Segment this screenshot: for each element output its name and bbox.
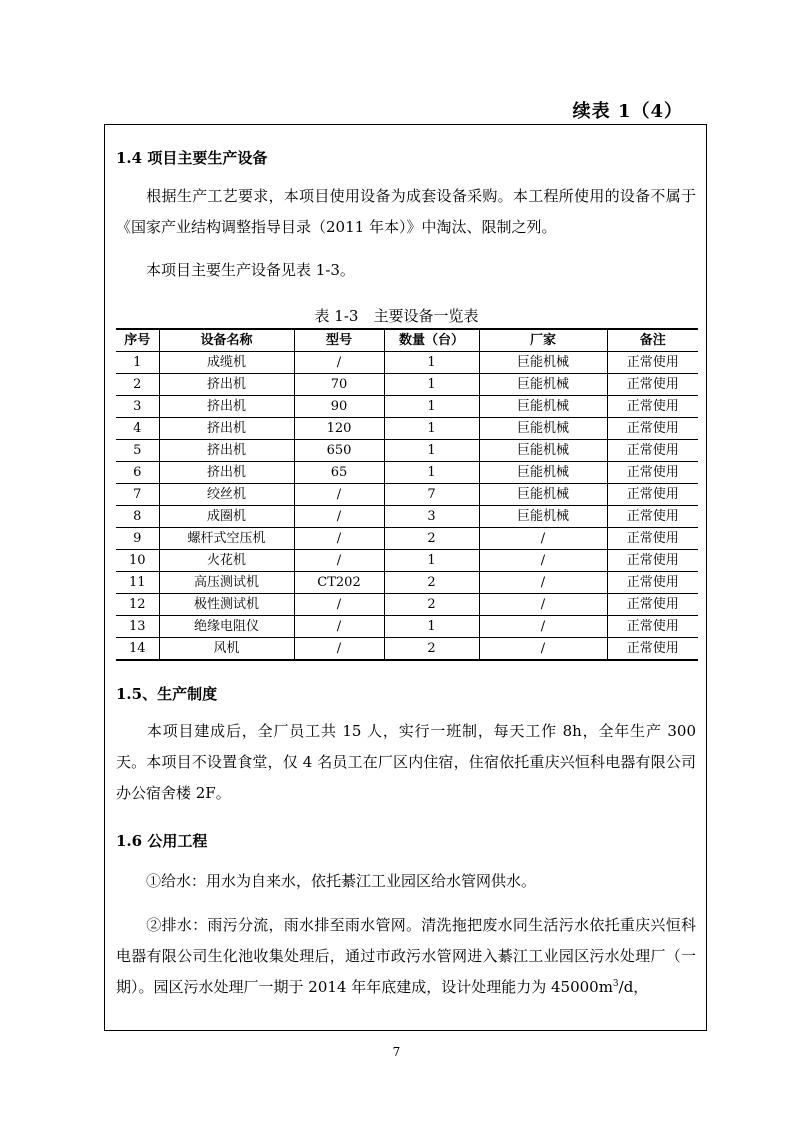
table-row [116,374,698,396]
table-cell: 650 [294,440,384,462]
paragraph-drainage [116,910,696,1003]
table-cell: 巨能机械 [479,418,607,440]
table-cell: 螺杆式空压机 [159,528,294,550]
table-cell: 8 [116,506,159,528]
table-cell: 1 [384,418,479,440]
table-cell: 风机 [159,638,294,661]
table-cell: 2 [116,374,159,396]
table-cell: 1 [384,550,479,572]
superscript-3: 3 [612,979,619,989]
paragraph-text: 本项目主要生产设备见表 1-3。 [146,261,355,279]
table-cell: 10 [116,550,159,572]
table-cell: / [294,484,384,506]
table-row [116,528,698,550]
table-cell: 正常使用 [607,484,698,506]
page-number: 7 [392,1045,401,1059]
table-cell: CT202 [294,572,384,594]
table-row [116,396,698,418]
table-cell: 1 [384,440,479,462]
table-cell: 6 [116,462,159,484]
paragraph-text-suffix: /d， [618,978,649,996]
paragraph-text: ①给水：用水为自来水，依托綦江工业园区给水管网供水。 [146,872,537,890]
table-cell: 极性测试机 [159,594,294,616]
table-cell: 成缆机 [159,352,294,374]
table-cell: / [294,528,384,550]
table-row [116,638,698,661]
paragraph-text: ②排水：雨污分流，雨水排至雨水管网。清洗拖把废水同生活污水依托重庆兴恒科电器有限公司生化池收集处理后，通过市政污水管网进入綦江工业园区污水处理厂（一期）。园区污水处理厂一期于 2014 年年底建成，设计处理能力为 45000m [116,916,696,996]
section-heading-1-4: 1.4 项目主要生产设备 [116,149,268,167]
table-cell: / [294,638,384,661]
table-row [116,572,698,594]
table-cell: 2 [384,572,479,594]
table-cell: 正常使用 [607,374,698,396]
table-row [116,418,698,440]
table-cell: 巨能机械 [479,374,607,396]
table-cell: 正常使用 [607,616,698,638]
table-cell: 绝缘电阻仪 [159,616,294,638]
table-cell: / [479,528,607,550]
table-cell: 巨能机械 [479,396,607,418]
table-row [116,462,698,484]
table-cell: / [479,572,607,594]
table-cell: 7 [384,484,479,506]
table-cell: 1 [384,374,479,396]
table-cell: 14 [116,638,159,661]
table-cell: 4 [116,418,159,440]
table-cell: / [479,594,607,616]
table-row [116,506,698,528]
paragraph-text: 本项目建成后，全厂员工共 15 人，实行一班制，每天工作 8h，全年生产 300 天。本项目不设置食堂，仅 4 名员工在厂区内住宿，住宿依托重庆兴恒科电器有限公司办公宿舍楼 2F。 [116,722,696,802]
paragraph-text: 根据生产工艺要求，本项目使用设备为成套设备采购。本工程所使用的设备不属于《国家产业结构调整指导目录（2011 年本）》中淘汰、限制之列。 [116,187,696,236]
table-cell: 正常使用 [607,440,698,462]
table-cell: 正常使用 [607,462,698,484]
table-row [116,352,698,374]
table-cell: 1 [116,352,159,374]
table-cell: 65 [294,462,384,484]
section-heading-1-5: 1.5、生产制度 [116,685,218,703]
table-row [116,616,698,638]
table-cell: 1 [384,616,479,638]
table-cell: 3 [116,396,159,418]
table-row [116,484,698,506]
table-cell: / [294,352,384,374]
table-cell: 2 [384,528,479,550]
table-cell: 正常使用 [607,572,698,594]
table-cell: 火花机 [159,550,294,572]
table-cell: 巨能机械 [479,352,607,374]
table-cell: / [479,550,607,572]
table-cell: / [294,594,384,616]
table-cell: 成圈机 [159,506,294,528]
table-cell: 挤出机 [159,462,294,484]
paragraph-water-supply [116,866,696,897]
table-cell: / [294,550,384,572]
table-cell: 12 [116,594,159,616]
table-row [116,550,698,572]
table-cell: 2 [384,638,479,661]
table-cell: 70 [294,374,384,396]
table-cell: 2 [384,594,479,616]
table-cell: 挤出机 [159,396,294,418]
table-cell: / [294,506,384,528]
header-cell: 设备名称 [159,329,294,352]
header-cell: 序号 [116,329,159,352]
table-cell: 正常使用 [607,396,698,418]
table-cell: 挤出机 [159,440,294,462]
table-cell: / [294,616,384,638]
table-cell: 5 [116,440,159,462]
section-heading-1-6: 1.6 公用工程 [116,832,208,850]
table-cell: 巨能机械 [479,484,607,506]
table-cell: 1 [384,396,479,418]
table-cell: 正常使用 [607,506,698,528]
table-cell: / [479,638,607,661]
table-cell: 1 [384,352,479,374]
table-cell: 120 [294,418,384,440]
table-row [116,594,698,616]
table-cell: 3 [384,506,479,528]
table-cell: 正常使用 [607,594,698,616]
table-cell: 7 [116,484,159,506]
table-cell: 绞丝机 [159,484,294,506]
table-cell: 正常使用 [607,352,698,374]
table-cell: 正常使用 [607,528,698,550]
table-cell: 挤出机 [159,374,294,396]
continuation-title: 续表 1（4） [572,101,683,122]
paragraph-table-ref [116,255,696,286]
table-caption: 表 1-3 主要设备一览表 [314,307,479,325]
table-cell: 巨能机械 [479,506,607,528]
table-cell: 巨能机械 [479,440,607,462]
header-cell: 型号 [294,329,384,352]
paragraph-equipment-intro [116,181,696,243]
paragraph-production-schedule [116,716,696,809]
table-cell: 巨能机械 [479,462,607,484]
table-cell: 90 [294,396,384,418]
table-cell: 正常使用 [607,550,698,572]
header-cell: 厂家 [479,329,607,352]
table-cell: 13 [116,616,159,638]
table-row [116,440,698,462]
table-cell: 1 [384,462,479,484]
table-cell: 正常使用 [607,638,698,661]
header-cell: 备注 [607,329,698,352]
table-cell: 挤出机 [159,418,294,440]
table-cell: / [479,616,607,638]
header-cell: 数量（台） [384,329,479,352]
equipment-table [116,328,698,661]
table-cell: 11 [116,572,159,594]
table-header-row [116,329,698,352]
table-cell: 高压测试机 [159,572,294,594]
table-cell: 9 [116,528,159,550]
table-cell: 正常使用 [607,418,698,440]
